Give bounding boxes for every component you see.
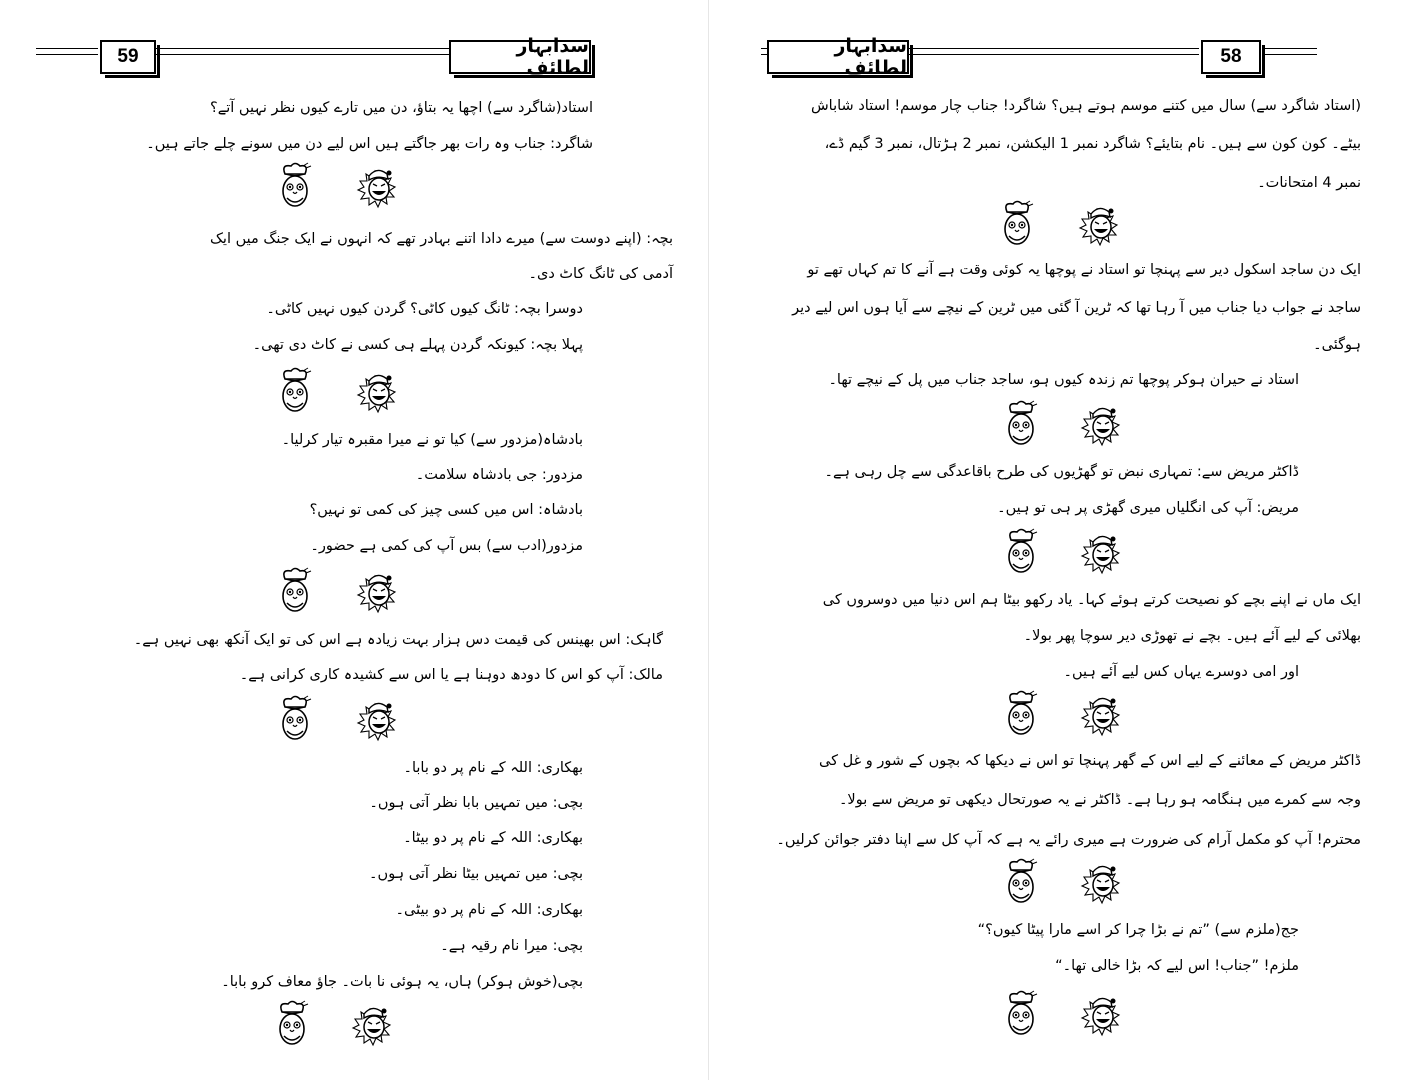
cook-face-icon (1079, 400, 1127, 448)
header-rule (907, 54, 1199, 55)
text-line: بھلائی کے لیے آئے ہیں۔ بچے نے تھوڑی دیر سوچا پھر بولا۔ (1023, 628, 1361, 644)
cook-face-icon (1079, 858, 1127, 906)
text-line: بھکاری: اللہ کے نام پر دو بابا۔ (403, 760, 583, 776)
chef-face-icon (275, 695, 315, 743)
text-line: شاگرد: جناب وہ رات بھر جاگتے ہیں اس لیے دن میں سونے چلے جاتے ہیں۔ (146, 136, 593, 152)
text-line: بادشاہ: اس میں کسی چیز کی کمی تو نہیں؟ (309, 502, 583, 518)
text-line: بھکاری: اللہ کے نام پر دو بیٹی۔ (395, 902, 583, 918)
chef-face-icon (997, 200, 1037, 248)
chef-face-icon (1001, 400, 1041, 448)
chef-face-icon (275, 162, 315, 210)
joke-separator (1001, 690, 1151, 740)
text-line: مالک: آپ کو اس کا دودھ دوہنا ہے یا اس سے کشیدہ کاری کرانی ہے۔ (239, 667, 663, 683)
chef-face-icon (1001, 858, 1041, 906)
text-line: مزدور(ادب سے) بس آپ کی کمی ہے حضور۔ (310, 538, 583, 554)
joke-separator (1001, 400, 1151, 450)
text-line: ملزم! ”جناب! اس لیے کہ بڑا خالی تھا۔“ (1055, 958, 1299, 974)
text-line: بچی: میں تمہیں بیٹا نظر آتی ہوں۔ (369, 866, 583, 882)
chef-face-icon (1001, 528, 1041, 576)
page-number: 59 (100, 40, 156, 74)
running-title: سدابہار لطائف (767, 40, 909, 74)
text-line: دوسرا بچہ: ٹانگ کیوں کاٹی؟ گردن کیوں نہیں کاٹی۔ (266, 301, 583, 317)
text-line: ساجد نے جواب دیا جناب میں آ رہا تھا کہ ٹرین آ گئی میں ٹرین کے نیچے سے آیا ہوں اس لیے دیر (792, 300, 1361, 316)
text-line: ڈاکٹر مریض کے معائنے کے لیے اس کے گھر پہنچا تو اس نے دیکھا کہ بچوں کے شور و غل کی (818, 753, 1361, 769)
text-line: بچی(خوش ہوکر) ہاں، یہ ہوئی نا بات۔ جاؤ معاف کرو بابا۔ (221, 974, 583, 990)
header-rule (36, 48, 98, 49)
running-title: سدابہار لطائف (449, 40, 591, 74)
joke-separator (1001, 990, 1151, 1040)
text-line: وجہ سے کمرے میں ہنگامہ ہو رہا ہے۔ ڈاکٹر نے یہ صورتحال دیکھی تو مریض سے بولا۔ (838, 792, 1361, 808)
text-line: بھکاری: اللہ کے نام پر دو بیٹا۔ (403, 830, 583, 846)
header-rule (36, 54, 98, 55)
cook-face-icon (1079, 690, 1127, 738)
cook-face-icon (355, 567, 403, 615)
text-line: مزدور: جی بادشاہ سلامت۔ (415, 467, 583, 483)
chef-face-icon (275, 567, 315, 615)
cook-face-icon (1079, 990, 1127, 1038)
joke-separator (275, 567, 425, 617)
joke-separator (272, 1000, 422, 1050)
text-line: بچہ: (اپنے دوست سے) میرے دادا اتنے بہادر تھے کہ انہوں نے ایک جنگ میں ایک (209, 231, 673, 247)
text-line: بچی: میں تمہیں بابا نظر آتی ہوں۔ (369, 795, 583, 811)
cook-face-icon (1077, 200, 1125, 248)
chef-face-icon (275, 367, 315, 415)
joke-separator (1001, 528, 1151, 578)
text-line: ہوگئی۔ (1313, 337, 1361, 353)
header-rule (156, 48, 451, 49)
cook-face-icon (350, 1000, 398, 1048)
page-header (761, 36, 1317, 78)
header-rule (1263, 54, 1317, 55)
text-line: ایک دن ساجد اسکول دیر سے پہنچا تو استاد نے پوچھا یہ کوئی وقت ہے آنے کا تم کہاں تھے تو (807, 262, 1361, 278)
text-line: نمبر 4 امتحانات۔ (1257, 175, 1361, 191)
page-header (36, 36, 592, 78)
cook-face-icon (355, 162, 403, 210)
text-line: بیٹے۔ کون کون سے ہیں۔ نام بتایئے؟ شاگرد نمبر 1 الیکشن، نمبر 2 ہڑتال، نمبر 3 گیم ڈے، (824, 136, 1361, 152)
joke-separator (1001, 858, 1151, 908)
page-58 (709, 0, 1419, 1080)
header-rule (907, 48, 1199, 49)
text-line: ڈاکٹر مریض سے: تمہاری نبض تو گھڑیوں کی طرح باقاعدگی سے چل رہی ہے۔ (824, 464, 1299, 480)
cook-face-icon (1079, 528, 1127, 576)
page-number: 58 (1201, 40, 1261, 74)
chef-face-icon (1001, 690, 1041, 738)
text-line: آدمی کی ٹانگ کاٹ دی۔ (528, 266, 673, 282)
text-line: (استاد شاگرد سے) سال میں کتنے موسم ہوتے ہیں؟ شاگرد! جناب چار موسم! استاد شاباش (810, 98, 1361, 114)
text-line: پہلا بچہ: کیونکہ گردن پہلے ہی کسی نے کاٹ دی تھی۔ (252, 337, 583, 353)
text-line: مریض: آپ کی انگلیاں میری گھڑی پر ہی تو ہیں۔ (997, 500, 1299, 516)
text-line: ایک ماں نے اپنے بچے کو نصیحت کرتے ہوئے کہا۔ یاد رکھو بیٹا ہم اس دنیا میں دوسروں کی (822, 592, 1361, 608)
joke-separator (997, 200, 1147, 250)
text-line: بادشاہ(مزدور سے) کیا تو نے میرا مقبرہ تیار کرلیا۔ (281, 432, 583, 448)
text-line: جج(ملزم سے) ”تم نے بڑا چرا کر اسے مارا پیٹا کیوں؟“ (977, 922, 1299, 938)
text-line: استاد(شاگرد سے) اچھا یہ بتاؤ، دن میں تارے کیوں نظر نہیں آتے؟ (210, 100, 593, 116)
page-59 (0, 0, 709, 1080)
chef-face-icon (1001, 990, 1041, 1038)
chef-face-icon (272, 1000, 312, 1048)
header-rule (156, 54, 451, 55)
text-line: اور امی دوسرے یہاں کس لیے آئے ہیں۔ (1063, 664, 1299, 680)
header-rule (1263, 48, 1317, 49)
cook-face-icon (355, 367, 403, 415)
text-line: محترم! آپ کو مکمل آرام کی ضرورت ہے میری رائے یہ ہے کہ آپ کل سے اپنا دفتر جوائن کرلیں۔ (776, 832, 1361, 848)
joke-separator (275, 367, 425, 417)
joke-separator (275, 162, 425, 212)
cook-face-icon (355, 695, 403, 743)
text-line: گاہک: اس بھینس کی قیمت دس ہزار بہت زیادہ ہے اس کی تو ایک آنکھ بھی نہیں ہے۔ (133, 632, 663, 648)
text-line: بچی: میرا نام رقیہ ہے۔ (440, 938, 583, 954)
joke-separator (275, 695, 425, 745)
text-line: استاد نے حیران ہوکر پوچھا تم زندہ کیوں ہو، ساجد جناب میں پل کے نیچے تھا۔ (828, 372, 1299, 388)
